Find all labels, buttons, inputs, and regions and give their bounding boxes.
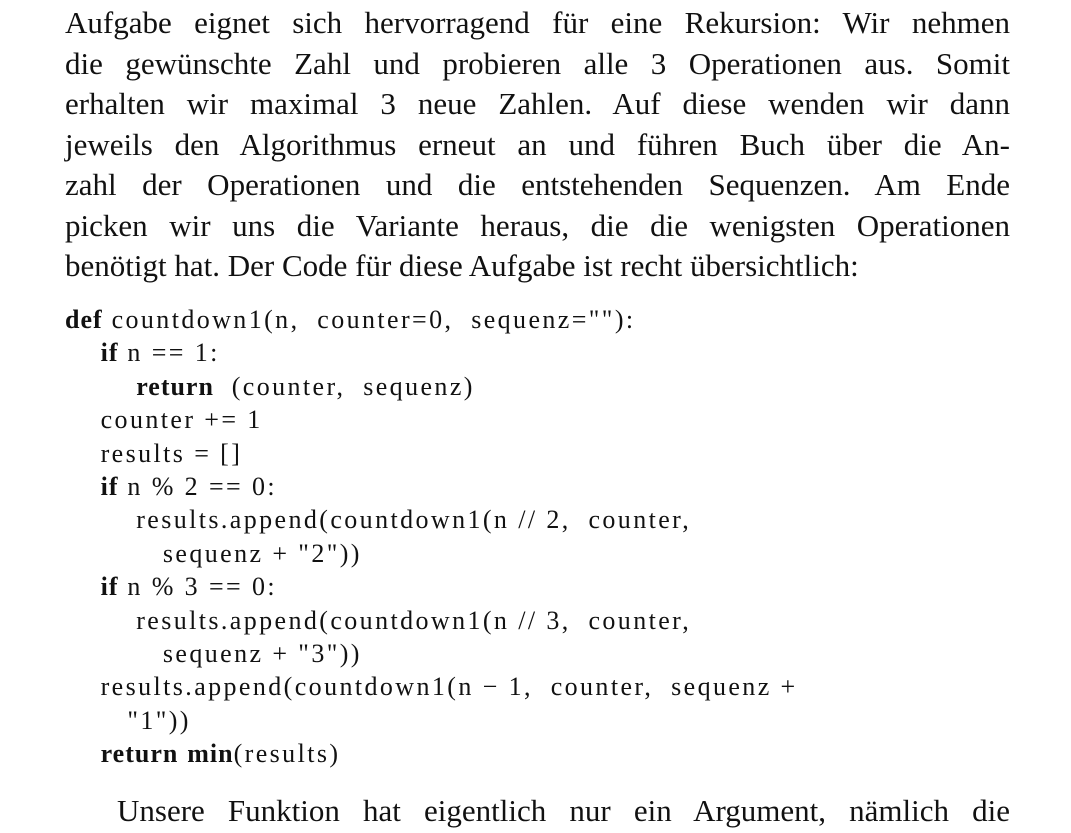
text-line: jeweils den Algorithmus erneut an und führen Buch über die An- xyxy=(65,126,1010,162)
code-line xyxy=(65,503,798,536)
text-line: Aufgabe eignet sich hervorragend für eine Rekursion: Wir nehmen xyxy=(65,5,1010,40)
text-line: picken wir uns die Variante heraus, die die wenigsten Operationen xyxy=(65,207,1010,243)
code-indent xyxy=(65,572,101,601)
code-text: (counter, sequenz) xyxy=(213,371,475,401)
intro-paragraph xyxy=(65,3,1010,287)
code-text: n % 2 == 0: xyxy=(118,471,278,501)
code-text: n % 3 == 0: xyxy=(118,572,278,602)
code-line xyxy=(65,604,798,637)
code-line xyxy=(65,370,798,403)
code-text: results.append(countdown1(n // 3, counter, xyxy=(136,605,692,635)
code-indent xyxy=(65,539,163,568)
code-keyword: if xyxy=(100,572,119,602)
code-line xyxy=(65,570,798,603)
code-keyword: if xyxy=(100,471,119,501)
text-line: Unsere Funktion hat eigentlich nur ein Argument, nämlich die xyxy=(117,793,1010,828)
code-text: counter += 1 xyxy=(100,405,263,435)
code-keyword: if xyxy=(100,338,119,368)
code-indent xyxy=(65,639,163,668)
code-text: "1")) xyxy=(127,705,191,735)
text-line: erhalten wir maximal 3 neue Zahlen. Auf diese wenden wir dann xyxy=(65,86,1010,121)
code-text: sequenz + "3")) xyxy=(162,638,362,668)
code-indent xyxy=(65,439,101,468)
code-line xyxy=(65,437,798,470)
code-keyword: min xyxy=(187,739,234,769)
code-line xyxy=(65,537,798,570)
code-line xyxy=(65,470,798,503)
code-indent xyxy=(65,405,101,434)
code-text xyxy=(178,739,187,768)
code-indent xyxy=(65,739,101,768)
text-line: benötigt hat. Der Code für diese Aufgabe ist recht übersichtlich: xyxy=(65,248,859,283)
code-line xyxy=(65,336,798,369)
code-indent xyxy=(65,472,101,501)
code-text: results.append(countdown1(n // 2, counter, xyxy=(136,505,692,535)
code-indent xyxy=(65,706,127,735)
text-line: zahl der Operationen und die entstehenden Sequenzen. Am Ende xyxy=(65,167,1010,202)
code-listing xyxy=(65,303,798,770)
code-indent xyxy=(65,505,136,534)
code-line xyxy=(65,403,798,436)
code-line xyxy=(65,670,798,703)
following-paragraph xyxy=(117,791,1010,832)
code-line xyxy=(65,737,798,770)
code-indent xyxy=(65,372,136,401)
code-text: results.append(countdown1(n − 1, counter, sequenz + xyxy=(100,672,798,702)
code-keyword: return xyxy=(100,739,179,769)
code-line xyxy=(65,637,798,670)
code-keyword: return xyxy=(136,371,214,401)
code-line xyxy=(65,704,798,737)
code-keyword: def xyxy=(65,305,103,334)
code-text: results = [] xyxy=(100,438,243,468)
code-text: n == 1: xyxy=(118,338,220,368)
text-line: die gewünschte Zahl und probieren alle 3 Operationen aus. Somit xyxy=(65,45,1010,81)
code-text: (results) xyxy=(233,739,341,769)
code-indent xyxy=(65,672,101,701)
code-text: countdown1(n, counter=0, sequenz=""): xyxy=(102,305,636,334)
code-line xyxy=(65,303,798,336)
code-indent xyxy=(65,606,136,635)
code-indent xyxy=(65,338,101,367)
code-text: sequenz + "2")) xyxy=(162,538,362,568)
